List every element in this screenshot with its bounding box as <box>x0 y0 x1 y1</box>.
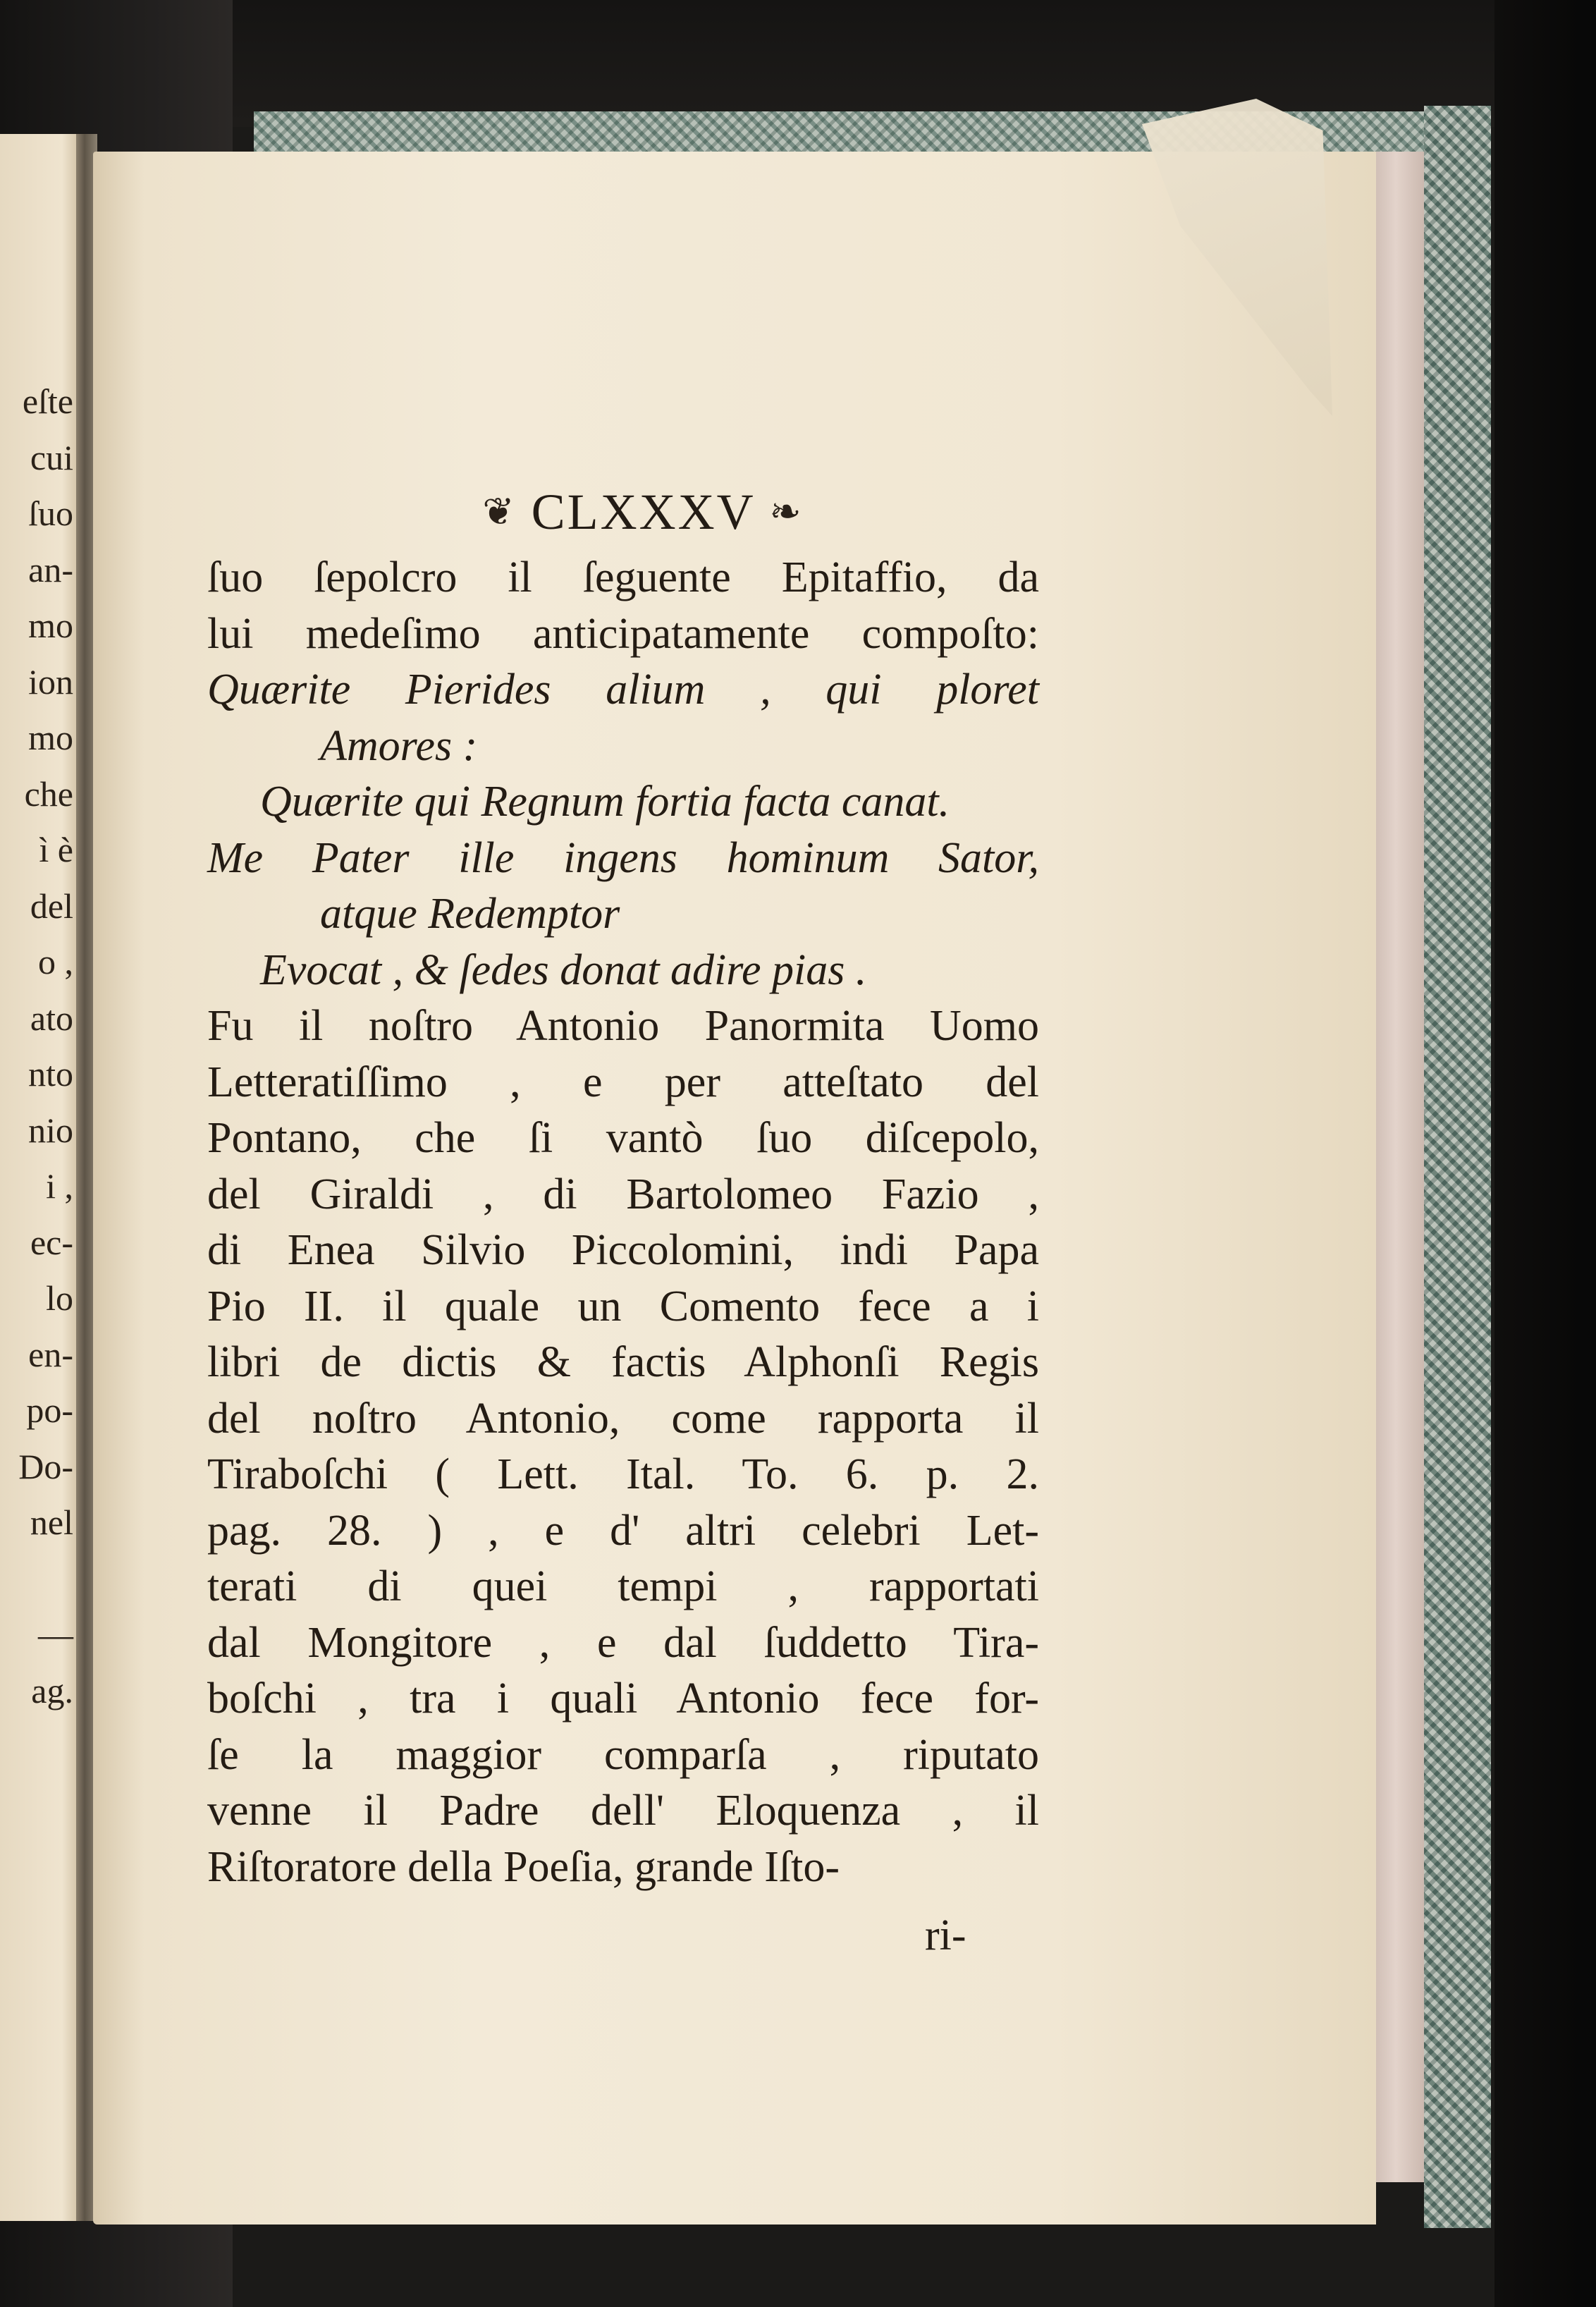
text-line: libri de dictis & factis Alphonſi Regis <box>207 1338 1039 1386</box>
text-line: Pio II. il quale un Comento fece a i <box>207 1282 1039 1330</box>
previous-page-fragment: ion <box>28 661 73 702</box>
text-line: dal Mongitore , e dal ſuddetto Tira- <box>207 1618 1039 1667</box>
text-line: pag. 28. ) , e d' altri celebri Let- <box>207 1506 1039 1555</box>
previous-page-fragment: ſuo <box>28 494 73 533</box>
previous-page-fragment: nio <box>28 1110 73 1150</box>
text-line: ſe la maggior comparſa , riputato <box>207 1730 1039 1779</box>
background-right <box>1494 0 1596 2307</box>
previous-page-fragment: i , <box>46 1166 73 1206</box>
previous-page-fragment: Do- <box>18 1446 73 1486</box>
previous-page <box>0 134 78 2221</box>
page-block-edge <box>1368 152 1424 2182</box>
previous-page-fragment: eſte <box>22 381 73 421</box>
previous-page-fragment: nel <box>30 1503 73 1542</box>
previous-page-fragment: ì è <box>39 830 73 869</box>
catchword: ri- <box>925 1911 966 1959</box>
previous-page-fragment: mo <box>28 606 73 645</box>
previous-page-fragment: — <box>38 1615 73 1654</box>
text-line: ſuo ſepolcro il ſeguente Epitaffio, da <box>207 553 1039 601</box>
previous-page-fragment: ag. <box>31 1670 73 1711</box>
text-line: venne il Padre dell' Eloquenza , il <box>207 1787 1039 1835</box>
text-line: Letteratiſſimo , e per atteſtato del <box>207 1058 1039 1106</box>
body-text <box>207 550 1039 1895</box>
text-line: Fu il noſtro Antonio Panormita Uomo <box>207 1002 1039 1050</box>
text-line: Riſtoratore della Poeſia, grande Iſto- <box>207 1842 840 1891</box>
text-line: Pontano, che ſi vantò ſuo diſcepolo, <box>207 1114 1039 1162</box>
ornament-left-icon: ❦ <box>482 491 517 533</box>
previous-page-fragment: cui <box>30 437 73 477</box>
previous-page-fragment: del <box>30 886 73 926</box>
cover-marbled-edge-right <box>1424 106 1491 2228</box>
previous-page-fragment: nto <box>28 1054 73 1094</box>
previous-page-fragment: o , <box>38 942 73 981</box>
text-line: lui medeſimo anticipatamente compoſto: <box>207 609 1039 658</box>
text-line: Evocat , & ſedes donat adire pias . <box>260 946 867 994</box>
page-number: CLXXXV <box>531 484 755 540</box>
text-line: terati di quei tempi , rapportati <box>207 1562 1039 1610</box>
previous-page-fragment: en- <box>28 1334 73 1374</box>
text-line: Quærite Pierides alium , qui ploret <box>207 666 1039 714</box>
previous-page-fragment: ec- <box>30 1222 73 1262</box>
text-line: di Enea Silvio Piccolomini, indi Papa <box>207 1226 1039 1274</box>
text-line: atque Redemptor <box>320 890 620 938</box>
text-line: Amores : <box>320 721 478 770</box>
previous-page-fragment: an- <box>28 549 73 589</box>
previous-page-fragment: che <box>24 773 73 814</box>
ornament-right-icon: ❧ <box>769 491 804 533</box>
background-top <box>0 0 1596 127</box>
text-line: Tiraboſchi ( Lett. Ital. To. 6. p. 2. <box>207 1450 1039 1498</box>
previous-page-fragment: lo <box>46 1278 73 1318</box>
previous-page-fragment: ato <box>30 998 73 1038</box>
book-page <box>93 152 1376 2225</box>
previous-page-fragment: mo <box>28 718 73 757</box>
page-header <box>93 483 1193 541</box>
text-line: boſchi , tra i quali Antonio fece for- <box>207 1675 1039 1722</box>
text-line: Quærite qui Regnum fortia facta canat. <box>260 778 950 826</box>
text-line: del noſtro Antonio, come rapporta il <box>207 1394 1039 1443</box>
text-line: del Giraldi , di Bartolomeo Fazio , <box>207 1170 1039 1218</box>
previous-page-fragment: po- <box>26 1390 73 1430</box>
text-line: Me Pater ille ingens hominum Sator, <box>207 833 1039 882</box>
